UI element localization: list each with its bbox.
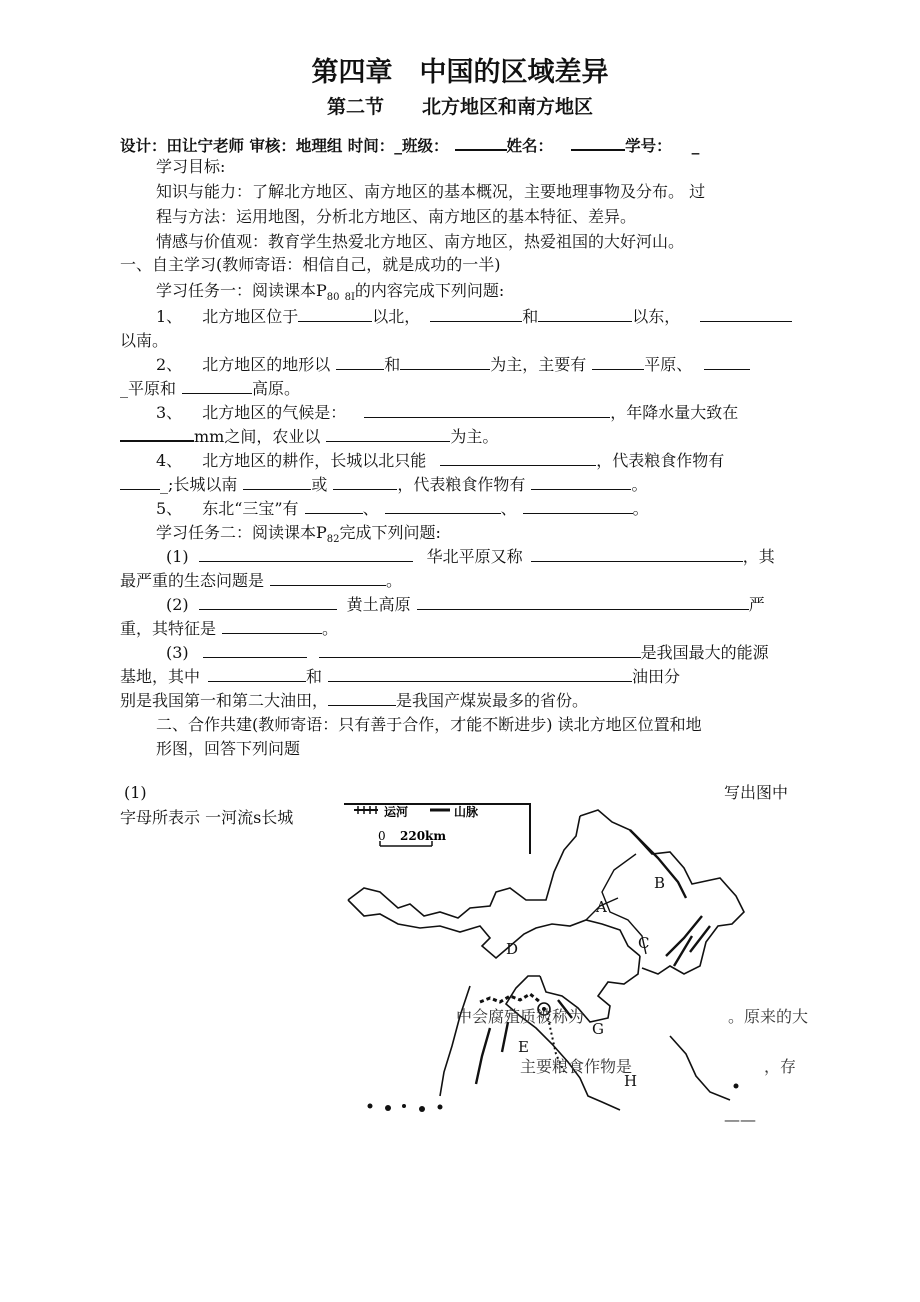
part2-q1-right: 写出图中 xyxy=(724,783,789,802)
name-label: 姓名： xyxy=(506,137,554,155)
overlap-text-3: 主要粮食作物是 xyxy=(520,1057,633,1076)
number-blank[interactable]: _ xyxy=(691,137,700,155)
header-line xyxy=(120,134,699,156)
scale-distance: 220km xyxy=(400,829,447,843)
blank[interactable] xyxy=(531,546,743,562)
blank[interactable] xyxy=(385,498,501,514)
map-label-c: C xyxy=(638,934,650,952)
number-label: 学号： xyxy=(625,137,672,155)
question-5: 5、 东北“三宝”有 、 、 。 xyxy=(156,499,649,518)
blank[interactable] xyxy=(364,402,610,418)
blank[interactable] xyxy=(203,642,307,658)
header-meta: 设计：田让宁老师 审核：地理组 时间：_班级： xyxy=(120,137,449,155)
part2-heading-cont: 形图，回答下列问题 xyxy=(156,739,301,758)
blank[interactable] xyxy=(298,306,372,322)
map-label-g: G xyxy=(592,1020,604,1038)
blank[interactable] xyxy=(305,498,363,514)
page-title: 第四章 中国的区域差异 xyxy=(311,57,609,88)
blank[interactable] xyxy=(182,378,252,394)
blank[interactable] xyxy=(417,594,749,610)
part1-heading: 一、自主学习(教师寄语：相信自己，就是成功的一半) xyxy=(120,255,501,274)
overlap-text-1: 中会腐殖质被称为 xyxy=(456,1007,585,1026)
question-4: 4、 北方地区的耕作，长城以北只能 ，代表粮食作物有 xyxy=(156,451,725,470)
objective-process: 程与方法：运用地图，分析北方地区、南方地区的基本特征、差异。 xyxy=(156,207,637,226)
sub-question-3-cont2: 别是我国第一和第二大油田， 是我国产煤炭最多的省份。 xyxy=(120,691,589,710)
objective-knowledge: 知识与能力：了解北方地区、南方地区的基本概况，主要地理事物及分布。 过 xyxy=(156,182,706,201)
map-edge-speckle xyxy=(368,1084,739,1113)
overlap-text-4: ，存 xyxy=(764,1057,797,1076)
blank[interactable] xyxy=(523,498,633,514)
legend-mountain-label: 山脉 xyxy=(454,805,479,819)
blank[interactable] xyxy=(700,306,792,322)
blank[interactable] xyxy=(704,354,750,370)
sub-question-1: (1) 华北平原又称 ，其 xyxy=(166,547,775,566)
blank[interactable] xyxy=(336,354,384,370)
canal-legend-symbol xyxy=(354,806,378,814)
sub-question-1-cont: 最严重的生态问题是 。 xyxy=(120,571,403,590)
class-blank[interactable] xyxy=(455,135,507,151)
sub-question-3: (3) 是我国最大的能源 xyxy=(166,643,769,662)
blank[interactable] xyxy=(531,474,631,490)
task1-intro: 学习任务一：阅读课本$P_{80}$ $_{8I}$的内容完成下列问题: xyxy=(156,281,505,304)
section-subtitle: 第二节 北方地区和南方地区 xyxy=(326,96,593,118)
blank[interactable] xyxy=(592,354,644,370)
legend-canal-label: 运河 xyxy=(384,805,409,819)
task2-intro: 学习任务二：阅读课本$P_{82}$完成下列问题: xyxy=(156,523,441,546)
question-3: 3、 北方地区的气候是： ，年降水量大致在 xyxy=(156,403,739,422)
blank[interactable] xyxy=(270,570,386,586)
blank[interactable] xyxy=(333,474,397,490)
blank[interactable] xyxy=(328,690,396,706)
blank[interactable] xyxy=(400,354,490,370)
map-label-d: D xyxy=(506,940,519,958)
blank[interactable] xyxy=(440,450,596,466)
question-1-cont: 以南。 xyxy=(120,331,169,350)
objective-emotion: 情感与价值观：教育学生热爱北方地区、南方地区，热爱祖国的大好河山。 xyxy=(156,232,685,251)
blank[interactable] xyxy=(199,546,413,562)
part2-q1-num: (1) xyxy=(124,783,147,802)
blank[interactable] xyxy=(328,666,632,682)
map-label-a: A xyxy=(596,898,607,916)
overlap-text-5: —— xyxy=(724,1110,756,1129)
overlap-text-2: 。原来的大 xyxy=(728,1007,809,1026)
sub-question-2-cont: 重，其特征是 。 xyxy=(120,619,339,638)
blank[interactable] xyxy=(538,306,632,322)
sub-question-3-cont: 基地，其中 和 油田分 xyxy=(120,667,681,686)
blank[interactable] xyxy=(430,306,522,322)
map-label-e: E xyxy=(518,1038,529,1056)
name-blank[interactable] xyxy=(571,135,625,151)
blank[interactable] xyxy=(120,474,160,490)
map-label-b: B xyxy=(654,874,666,892)
blank[interactable] xyxy=(222,618,322,634)
map-label-h: H xyxy=(624,1072,638,1090)
sub-question-2: (2) 黄土高原 严 xyxy=(166,595,765,614)
question-1: 1、 北方地区位于 以北， 和 以东， xyxy=(156,306,792,328)
question-2-cont: _平原和 高原。 xyxy=(120,379,301,398)
question-3-cont: mm之间，农业以 为主。 xyxy=(120,426,498,448)
scale-zero: 0 xyxy=(378,829,386,843)
part2-heading: 二、合作共建(教师寄语：只有善于合作，才能不断进步) 读北方地区位置和地 xyxy=(156,715,702,734)
blank[interactable] xyxy=(208,666,306,682)
part2-q1-left: 字母所表示 一河流s长城 xyxy=(120,808,294,827)
blank[interactable] xyxy=(199,594,337,610)
question-2: 2、 北方地区的地形以 和 为主，主要有 平原、 xyxy=(156,354,750,376)
objectives-heading: 学习目标: xyxy=(156,157,226,176)
blank[interactable] xyxy=(120,426,194,442)
question-4-cont: _;长城以南 或 ，代表粮食作物有 。 xyxy=(120,474,647,496)
blank[interactable] xyxy=(326,426,450,442)
blank[interactable] xyxy=(243,474,311,490)
blank[interactable] xyxy=(319,642,641,658)
